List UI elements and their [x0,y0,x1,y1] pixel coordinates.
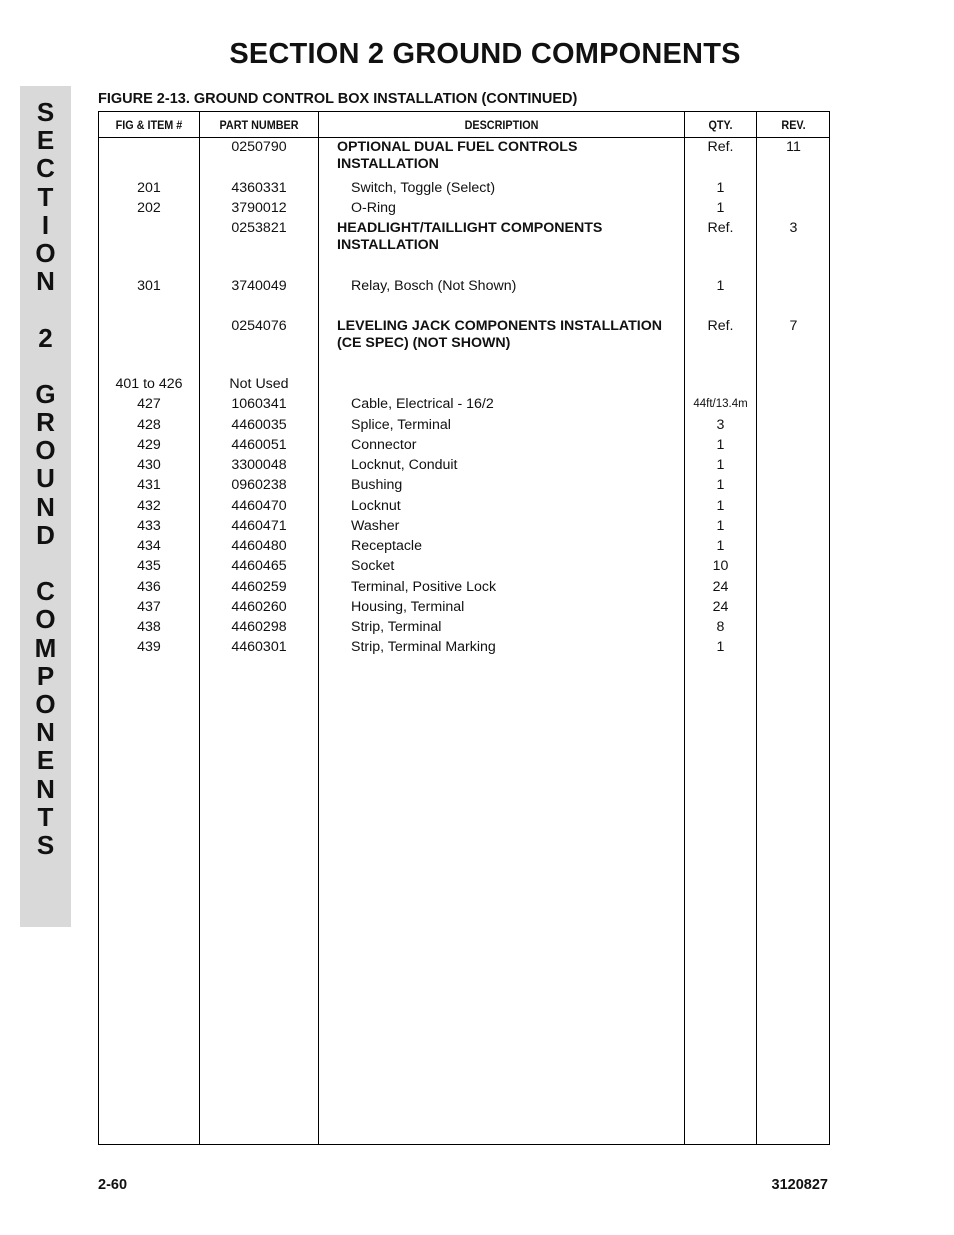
section-side-tab [20,86,71,927]
fig-item: 301 [137,278,161,294]
description: Strip, Terminal Marking [351,639,496,655]
description: Strip, Terminal [351,619,442,635]
side-tab-letter: T [37,181,54,212]
table-header [99,112,829,138]
revision: 3 [789,220,798,236]
header-fig-item: FIG & ITEM # [115,118,183,132]
part-number: 4460035 [231,417,287,433]
fig-item: 437 [137,599,161,615]
side-tab-letter: I [41,209,50,240]
quantity: 8 [716,619,725,635]
side-tab-letter: E [36,745,55,776]
side-tab-letter: P [36,660,55,691]
fig-item: 438 [137,619,161,635]
revision: 11 [786,139,801,155]
description: Terminal, Positive Lock [351,579,497,595]
quantity: 1 [716,639,725,655]
side-tab-letter: O [35,435,56,466]
fig-item: 432 [137,498,161,514]
part-number: 4460465 [231,558,287,574]
description: Connector [351,437,417,453]
page-title: SECTION 2 GROUND COMPONENTS [229,38,741,70]
description-line-2: INSTALLATION [337,237,439,253]
quantity: 24 [712,579,729,595]
header-rev: REV. [781,118,806,132]
part-number: 4460051 [231,437,287,453]
part-number: 3790012 [231,200,287,216]
page-number: 2-60 [98,1177,128,1193]
side-tab-letter: 2 [38,322,53,353]
fig-item: 201 [137,180,161,196]
side-tab-letter: O [35,237,56,268]
fig-item: 436 [137,579,161,595]
quantity: Ref. [707,139,734,155]
quantity: 24 [712,599,729,615]
fig-item: 401 to 426 [115,376,183,392]
description: Socket [351,558,395,574]
side-tab-spacer [20,549,71,577]
fig-item: 428 [137,417,161,433]
part-number: 0250790 [231,139,287,155]
side-tab-letter: S [36,97,55,127]
description: Receptacle [351,538,422,554]
quantity: 1 [716,278,725,294]
side-tab-letter: U [36,463,55,494]
description: LEVELING JACK COMPONENTS INSTALLATION [337,318,663,334]
description-line-2: (CE SPEC) (NOT SHOWN) [337,335,511,351]
fig-item: 429 [137,437,161,453]
side-tab-letter: R [36,407,55,438]
figure-title: FIGURE 2-13. GROUND CONTROL BOX INSTALLATION (CONTINUED) [98,91,578,107]
side-tab-letter: G [35,378,56,409]
header-qty: QTY. [708,118,733,132]
part-number: 0254076 [231,318,287,334]
parts-table [98,111,830,1145]
description: OPTIONAL DUAL FUEL CONTROLS INSTALLATION [337,139,578,172]
description: Relay, Bosch (Not Shown) [351,278,517,294]
part-number: 3740049 [231,278,287,294]
side-tab-letter: D [36,519,55,550]
description: Washer [351,518,400,534]
quantity: 3 [716,417,725,433]
part-number: 4360331 [231,180,287,196]
side-tab-letter: N [36,266,55,297]
fig-item: 430 [137,457,161,473]
quantity: 1 [716,437,725,453]
fig-item: 439 [137,639,161,655]
part-number: Not Used [229,376,289,392]
quantity: 1 [716,538,725,554]
part-number: 1060341 [231,396,287,412]
side-tab-letter: N [36,717,55,748]
quantity: 1 [716,180,725,196]
fig-item: 431 [137,477,161,493]
quantity: 10 [712,558,729,574]
part-number: 4460470 [231,498,287,514]
description: Cable, Electrical - 16/2 [351,396,494,412]
side-tab-letter: S [36,829,55,860]
side-tab-letter: C [36,153,55,184]
description: Locknut [351,498,401,514]
part-number: 4460301 [231,639,287,655]
quantity: 1 [716,498,725,514]
column-divider [318,112,319,1144]
description: Locknut, Conduit [351,457,458,473]
side-tab-letter: C [36,576,55,607]
description: Bushing [351,477,403,493]
side-tab-letter: E [36,125,55,156]
part-number: 4460260 [231,599,287,615]
revision: 7 [789,318,798,334]
part-number: 4460480 [231,538,287,554]
header-part-number: PART NUMBER [219,118,299,132]
quantity: 1 [716,200,725,216]
quantity: 1 [716,477,725,493]
description: O-Ring [351,200,396,216]
quantity: Ref. [707,318,734,334]
part-number: 4460298 [231,619,287,635]
side-tab-spacer [20,352,71,380]
fig-item: 427 [137,396,161,412]
document-number: 3120827 [771,1177,828,1193]
description: HEADLIGHT/TAILLIGHT COMPONENTS [337,220,603,236]
side-tab-letter: T [37,801,54,832]
description: Splice, Terminal [351,417,451,433]
part-number: 3300048 [231,457,287,473]
description: Housing, Terminal [351,599,465,615]
column-divider [756,112,757,1144]
fig-item: 433 [137,518,161,534]
quantity: 44ft/13.4m [693,398,748,410]
header-description: DESCRIPTION [464,118,539,132]
part-number: 0960238 [231,477,287,493]
part-number: 0253821 [231,220,287,236]
fig-item: 435 [137,558,161,574]
part-number: 4460471 [231,518,287,534]
side-tab-letter: M [34,632,57,663]
quantity: 1 [716,518,725,534]
description: Switch, Toggle (Select) [351,180,496,196]
side-tab-letter: N [36,773,55,804]
side-tab-spacer [20,295,71,323]
side-tab-letter: O [35,688,56,719]
quantity: 1 [716,457,725,473]
side-tab-letter: N [36,491,55,522]
fig-item: 202 [137,200,161,216]
quantity: Ref. [707,220,734,236]
side-tab-letter: O [35,604,56,635]
fig-item: 434 [137,538,161,554]
part-number: 4460259 [231,579,287,595]
